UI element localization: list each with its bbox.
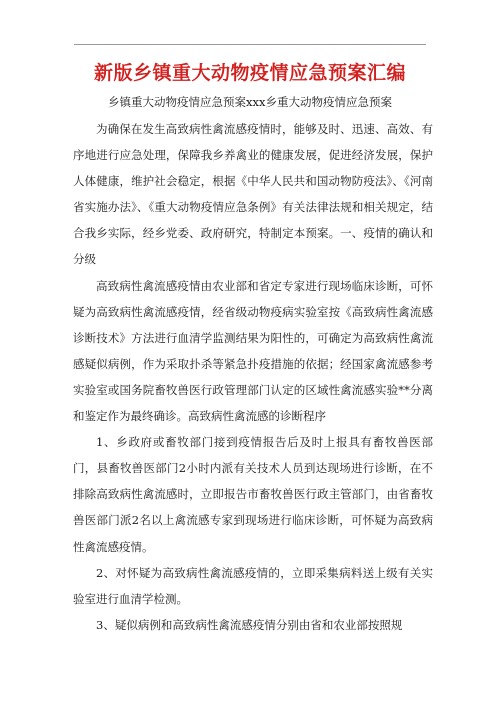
paragraph-step-1: 1、乡政府或畜牧部门接到疫情报告后及时上报具有畜牧兽医部门，县畜牧兽医部门2小时内派有关技术人员到达现场进行诊断，在不排除高致病性禽流感时，立即报告市畜牧兽医行政主管部门，由省畜牧兽医部门派2名以上禽流感专家到现场进行临床诊断，可怀疑为高致病性禽流感疫情。 — [73, 435, 433, 554]
paragraph-intro: 为确保在发生高致病性禽流感疫情时，能够及时、迅速、高效、有序地进行应急处理，保障我乡养禽业的健康发展，促进经济发展，保护人体健康，维护社会稳定，根据《中华人民共和国动物防疫法》、《河南省实施办法》、《重大动物疫情应急条例》有关法律法规和相关规定，结合我乡实际，经乡党委、政府研究，特制定本预案。一、疫情的确认和分级 — [73, 122, 433, 267]
paragraph-diagnosis: 高致病性禽流感疫情由农业部和省定专家进行现场临床诊断，可怀疑为高致病性禽流感疫情，经省级动物疫病实验室按《高致病性禽流感诊断技术》方法进行血清学监测结果为阳性的，可确定为高致病性禽流感疑似病例，作为采取扑杀等紧急扑疫措施的依据；经国家禽流感参考实验室或国务院畜牧兽医行政管理部门认定的区域性禽流感实验**分离和鉴定作为最终确诊。高致病性禽流感的诊断程序 — [73, 278, 433, 424]
paragraph-step-3: 3、疑似病例和高致病性禽流感疫情分别由省和农业部按照规 — [96, 617, 403, 632]
paragraph-step-2: 2、对怀疑为高致病性禽流感疫情的，立即采集病料送上级有关实验室进行血清学检测。 — [73, 565, 433, 606]
header-rule — [74, 44, 426, 45]
document-body — [73, 116, 433, 638]
document-title: 新版乡镇重大动物疫情应急预案汇编 — [93, 62, 406, 84]
document-subtitle: 乡镇重大动物疫情应急预案xxx乡重大动物疫情应急预案 — [108, 95, 392, 109]
